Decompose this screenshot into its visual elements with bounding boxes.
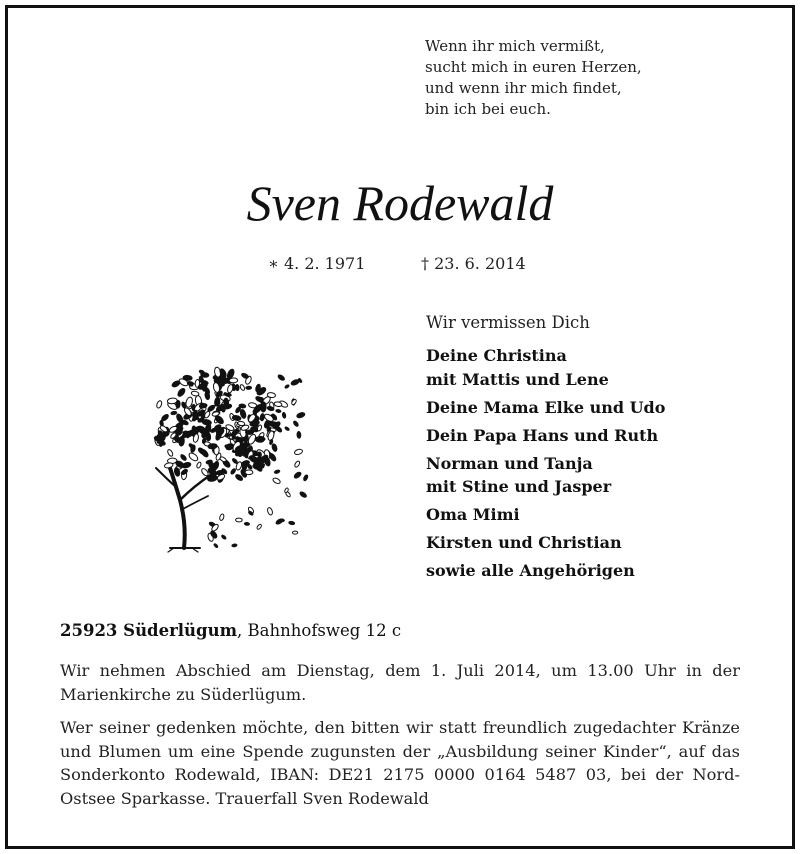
donation-text: Wer seiner gedenken möchte, den bitten wir statt freundlich zugedachter Kränze und Blumen um eine Spende zugunsten der „Ausbildung seiner Kinder“, auf das Sonderkonto Rodewald, IBAN: DE21 2175 0000 0164 5487 03, bei der Nord-Ostsee Sparkasse. Trauerfall Sven Rodewald bbox=[60, 718, 740, 808]
mourner-group bbox=[426, 559, 766, 583]
mourner-line: Norman und Tanja bbox=[426, 453, 593, 473]
mourner-line: Oma Mimi bbox=[426, 505, 520, 524]
birth-date: ∗ 4. 2. 1971 bbox=[268, 254, 366, 273]
windblown-tree-icon bbox=[140, 350, 310, 555]
address-city: 25923 Süderlügum bbox=[60, 621, 238, 640]
mourner-line: sowie alle Angehörigen bbox=[426, 561, 635, 580]
mourner-group bbox=[426, 452, 766, 499]
mourner-group bbox=[426, 396, 766, 420]
mourner-group bbox=[426, 531, 766, 555]
address-street: , Bahnhofsweg 12 c bbox=[237, 621, 402, 640]
mourners-intro: Wir vermissen Dich bbox=[426, 313, 590, 332]
poem-line: und wenn ihr mich findet, bbox=[425, 79, 622, 97]
poem-line: sucht mich in euren Herzen, bbox=[425, 58, 642, 76]
mourner-line: Dein Papa Hans und Ruth bbox=[426, 425, 659, 445]
mourner-group bbox=[426, 344, 766, 391]
mourner-group bbox=[426, 503, 766, 527]
poem-line: Wenn ihr mich vermißt, bbox=[425, 37, 605, 55]
address bbox=[60, 619, 401, 643]
mourner-line: mit Mattis und Lene bbox=[426, 369, 609, 389]
mourner-line: mit Stine und Jasper bbox=[426, 477, 612, 496]
poem-line: bin ich bei euch. bbox=[425, 100, 551, 118]
deceased-name: Sven Rodewald bbox=[246, 175, 554, 231]
mourners-list bbox=[426, 344, 766, 587]
poem bbox=[425, 36, 765, 120]
mourner-line: Deine Mama Elke und Udo bbox=[426, 397, 666, 417]
mourner-line: Kirsten und Christian bbox=[426, 533, 622, 552]
mourner-line: Deine Christina bbox=[426, 346, 567, 365]
death-date: † 23. 6. 2014 bbox=[421, 254, 526, 273]
farewell-text: Wir nehmen Abschied am Dienstag, dem 1. Juli 2014, um 13.00 Uhr in der Marienkirche zu Süderlügum. bbox=[60, 661, 740, 704]
mourner-group bbox=[426, 424, 766, 448]
